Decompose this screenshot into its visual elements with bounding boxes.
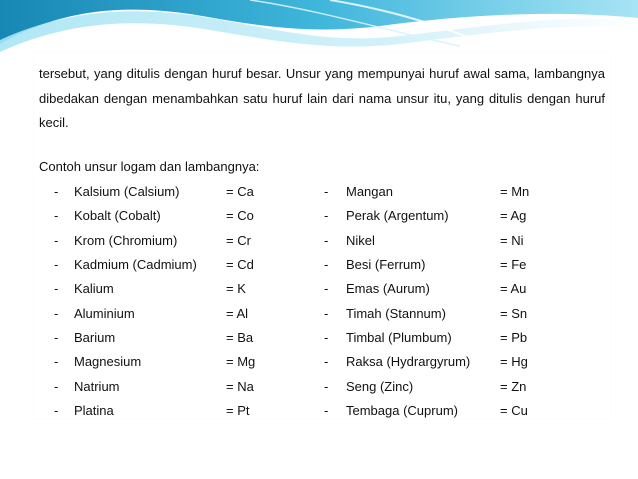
element-name: Seng (Zinc) <box>346 379 414 394</box>
list-bullet: - <box>324 257 329 272</box>
list-bullet: - <box>54 354 59 369</box>
element-symbol: = K <box>226 281 246 296</box>
element-symbol: = Ca <box>226 184 254 199</box>
element-name: Nikel <box>346 233 375 248</box>
list-bullet: - <box>324 184 329 199</box>
list-bullet: - <box>54 257 59 272</box>
element-symbol: = Mg <box>226 354 256 369</box>
list-bullet: - <box>324 379 329 394</box>
element-symbol: = Pt <box>226 403 250 418</box>
element-symbol: = Hg <box>500 354 528 369</box>
list-bullet: - <box>324 208 329 223</box>
element-name: Kalium <box>74 281 114 296</box>
element-name: Kalsium (Calsium) <box>74 184 180 199</box>
element-symbol: = Na <box>226 379 254 394</box>
element-name: Platina <box>74 403 114 418</box>
list-bullet: - <box>54 233 59 248</box>
list-bullet: - <box>54 306 59 321</box>
element-symbol: = Zn <box>500 379 527 394</box>
element-symbol: = Cr <box>226 233 251 248</box>
element-symbol: = Sn <box>500 306 528 321</box>
element-name: Emas (Aurum) <box>346 281 430 296</box>
list-bullet: - <box>54 403 59 418</box>
element-name: Mangan <box>346 184 393 199</box>
element-symbol: = Ba <box>226 330 254 345</box>
element-name: Barium <box>74 330 116 345</box>
list-bullet: - <box>324 354 329 369</box>
element-symbol: = Ni <box>500 233 524 248</box>
element-symbol: = Pb <box>500 330 528 345</box>
element-symbol: = Ag <box>500 208 527 223</box>
list-bullet: - <box>54 184 59 199</box>
list-bullet: - <box>324 306 329 321</box>
element-name: Tembaga (Cuprum) <box>346 403 458 418</box>
section-heading: Contoh unsur logam dan lambangnya: <box>39 159 260 174</box>
list-bullet: - <box>54 379 59 394</box>
element-name: Magnesium <box>74 354 142 369</box>
list-bullet: - <box>324 233 329 248</box>
element-name: Kobalt (Cobalt) <box>74 208 161 223</box>
element-name: Raksa (Hydrargyrum) <box>346 354 471 369</box>
element-name: Timah (Stannum) <box>346 306 446 321</box>
element-symbol: = Al <box>226 306 249 321</box>
list-bullet: - <box>54 330 59 345</box>
list-bullet: - <box>324 330 329 345</box>
element-symbol: = Fe <box>500 257 527 272</box>
element-symbol: = Au <box>500 281 527 296</box>
intro-paragraph: tersebut, yang ditulis dengan huruf besar. Unsur yang mempunyai huruf awal sama, lambangnya dibedakan dengan menambahkan satu huruf lain dari nama unsur itu, yang ditulis dengan huruf kecil. <box>39 66 605 130</box>
list-bullet: - <box>324 403 329 418</box>
element-name: Besi (Ferrum) <box>346 257 426 272</box>
element-name: Krom (Chromium) <box>74 233 178 248</box>
element-name: Kadmium (Cadmium) <box>74 257 197 272</box>
list-bullet: - <box>54 281 59 296</box>
list-bullet: - <box>54 208 59 223</box>
element-name: Timbal (Plumbum) <box>346 330 452 345</box>
element-name: Perak (Argentum) <box>346 208 449 223</box>
element-symbol: = Co <box>226 208 254 223</box>
element-symbol: = Cu <box>500 403 528 418</box>
element-name: Aluminium <box>74 306 135 321</box>
element-symbol: = Cd <box>226 257 254 272</box>
list-bullet: - <box>324 281 329 296</box>
element-symbol: = Mn <box>500 184 530 199</box>
element-name: Natrium <box>74 379 120 394</box>
document-page <box>34 52 610 418</box>
